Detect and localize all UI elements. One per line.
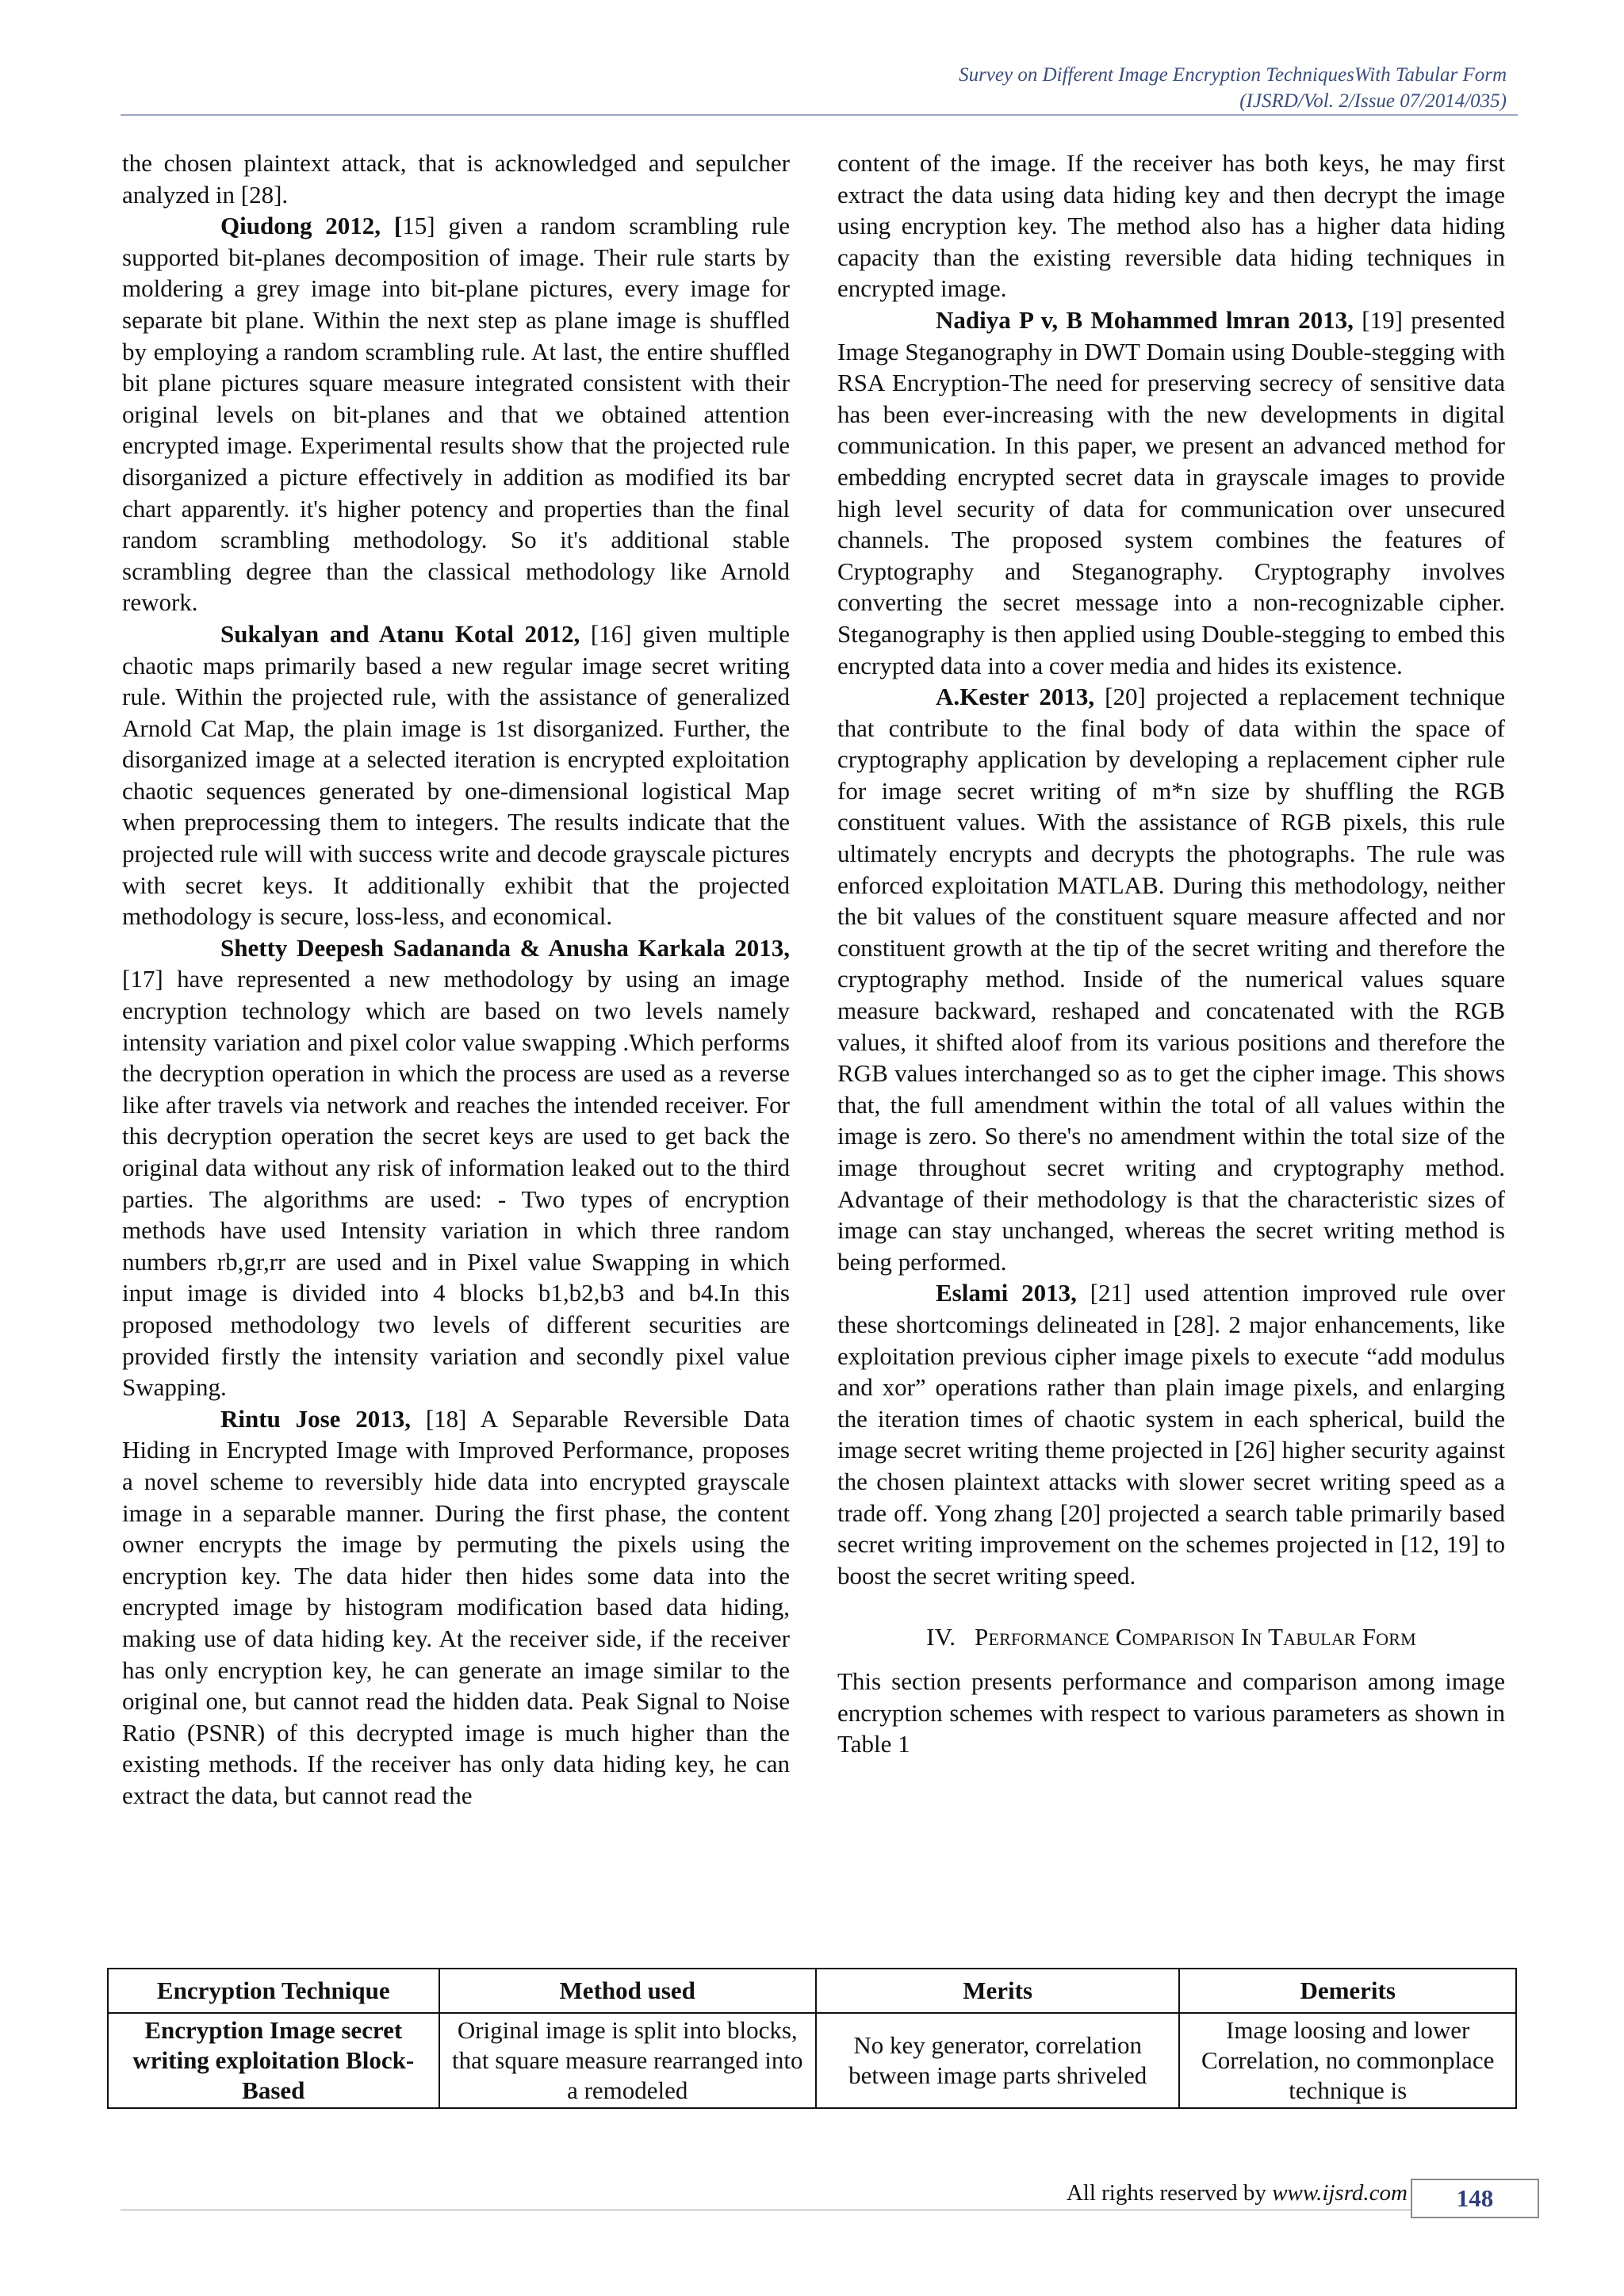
table-row xyxy=(108,2013,1516,2108)
table-header-cell: Demerits xyxy=(1179,1969,1516,2013)
table-header-cell: Encryption Technique xyxy=(108,1969,439,2013)
section-heading xyxy=(837,1621,1505,1653)
table-cell: Original image is split into blocks, that square measure rearranged into a remodeled xyxy=(439,2013,816,2108)
table-cell: Image loosing and lower Correlation, no commonplace technique is xyxy=(1179,2013,1516,2108)
author-lead: A.Kester 2013, xyxy=(936,683,1095,711)
table-cell: No key generator, correlation between image parts shriveled xyxy=(816,2013,1179,2108)
author-lead: Qiudong 2012, [ xyxy=(220,212,403,240)
paragraph: Sukalyan and Atanu Kotal 2012, [16] given multiple chaotic maps primarily based a new regular image secret writing rule. Within the projected rule, with the assistance of generalized Arnold Cat Map, the plain image is 1st disorganized. Further, the disorganized image at a selected iteration is encrypted exploitation chaotic sequences generated by one-dimensional logistical Map when preprocessing them to integers. The results indicate that the projected rule will with success write and decode grayscale pictures with secret keys. It additionally exhibit that the projected methodology is secure, loss-less, and economical. xyxy=(122,619,791,931)
footer-rights: All rights reserved by www.ijsrd.com xyxy=(1066,2180,1408,2206)
right-column xyxy=(837,147,1505,1760)
author-lead: Nadiya P v, B Mohammed lmran 2013, xyxy=(936,305,1354,334)
header-rule xyxy=(121,114,1518,116)
author-lead: Shetty Deepesh Sadananda & Anusha Karkala 2013, xyxy=(220,933,790,962)
section-number: IV. xyxy=(926,1623,956,1651)
paragraph: Eslami 2013, [21] used attention improved rule over these shortcomings delineated in [28]. 2 major enhancements, like exploitation previous cipher image pixels to execute “add modulus and xor” operations rather than plain image pixels, and enlarging the iteration times of chaotic system in each spherical, build the image secret writing theme projected in [26] higher security against the chosen plaintext attacks with slower secret writing speed as a trade off. Yong zhang [20] projected a search table primarily based secret writing improvement on the schemes projected in [12, 19] to boost the secret writing speed. xyxy=(837,1279,1505,1590)
footer-link[interactable]: www.ijsrd.com xyxy=(1272,2180,1408,2206)
author-lead: Rintu Jose 2013, xyxy=(220,1404,412,1433)
table-header-cell: Merits xyxy=(816,1969,1179,2013)
paragraph: content of the image. If the receiver has both keys, he may first extract the data using data hiding key and then decrypt the image using encryption key. The method also has a higher data hiding capacity than the existing reversible data hiding techniques in encrypted image. xyxy=(837,149,1505,303)
table-header-row xyxy=(108,1969,1516,2013)
comparison-table xyxy=(107,1968,1517,2109)
section-title: Performance Comparison In Tabular Form xyxy=(975,1623,1416,1651)
paragraph: Rintu Jose 2013, [18] A Separable Reversible Data Hiding in Encrypted Image with Improved Performance, proposes a novel scheme to reversibly hide data into encrypted grayscale image in a separable manner. During the first phase, the content owner encrypts the image by permuting the pixels using the encryption key. The data hider then hides some data into the encrypted image by histogram modification based data hiding, making use of data hiding key. At the receiver side, if the receiver has only encryption key, he can generate an image similar to the original one, but cannot read the hidden data. Peak Signal to Noise Ratio (PSNR) of this decrypted image is much higher than the existing methods. If the receiver has only data hiding key, he can extract the data, but cannot read the xyxy=(122,1404,790,1809)
table-header-cell: Method used xyxy=(439,1969,816,2013)
running-header xyxy=(959,62,1507,114)
paragraph: Qiudong 2012, [15] given a random scrambling rule supported bit-planes decomposition of image. Their rule starts by moldering a grey image into bit-plane pictures, every image for separate bit plane. Within the next step as plane image is shuffled by employing a random scrambling rule. At last, the entire shuffled bit plane pictures square measure integrated consistent with their original levels on bit-planes and that we obtained attention encrypted image. Experimental results show that the projected rule disorganized a picture effectively in addition as modified its bar chart apparently. it's higher potency and properties than the final random scrambling methodology. So it's additional stable scrambling degree than the classical methodology like Arnold rework. xyxy=(122,212,790,617)
paragraph: the chosen plaintext attack, that is acknowledged and sepulcher analyzed in [28]. xyxy=(122,149,790,209)
table-cell: Encryption Image secret writing exploitation Block-Based xyxy=(108,2013,439,2108)
page-number: 148 xyxy=(1411,2179,1539,2218)
section-paragraph: This section presents performance and comparison among image encryption schemes with respect to various parameters as shown in Table 1 xyxy=(837,1667,1505,1758)
header-title: Survey on Different Image Encryption TechniquesWith Tabular Form xyxy=(959,64,1507,86)
paragraph: Shetty Deepesh Sadananda & Anusha Karkala 2013, [17] have represented a new methodology by using an image encryption technology which are based on two levels namely intensity variation and pixel color value swapping .Which performs the decryption operation in which the process are used as a reverse like after travels via network and reaches the intended receiver. For this decryption operation the secret keys are used to get back the original data without any risk of information leaked out to the third parties. The algorithms are used: - Two types of encryption methods have used Intensity variation in which three random numbers rb,gr,rr are used and in Pixel value Swapping in which input image is divided into 4 blocks b1,b2,b3 and b4.In this proposed methodology two levels of different securities are provided firstly the intensity variation and secondly pixel value Swapping. xyxy=(122,933,790,1402)
author-lead: Eslami 2013, xyxy=(936,1279,1077,1307)
paragraph: A.Kester 2013, [20] projected a replacement technique that contribute to the final body of data within the space of cryptography application by developing a replacement cipher rule for image secret writing of m*n size by shuffling the RGB constituent values. With the assistance of RGB pixels, this rule ultimately encrypts and decrypts the photographs. The rule was enforced exploitation MATLAB. During this methodology, neither the bit values of the constituent square measure affected and nor constituent growth at the tip of the secret writing and therefore the cryptography method. Inside of the numerical values square measure backward, reshaped and concatenated with the RGB values, it shifted aloof from its various positions and therefore the RGB values interchanged so as to get the cipher image. This shows that, the full amendment within the total of all values within the image is zero. So there's no amendment within the total size of the image throughout secret writing and cryptography method. Advantage of their methodology is that the characteristic sizes of image can stay unchanged, whereas the secret writing method is being performed. xyxy=(837,683,1505,1276)
header-citation: (IJSRD/Vol. 2/Issue 07/2014/035) xyxy=(1239,90,1507,112)
author-lead: Sukalyan and Atanu Kotal 2012, xyxy=(220,619,580,648)
left-column xyxy=(122,147,790,1811)
paragraph: Nadiya P v, B Mohammed lmran 2013, [19] presented Image Steganography in DWT Domain using Double-stegging with RSA Encryption-The need for preserving secrecy of sensitive data has been ever-increasing with the new developments in digital communication. In this paper, we present an advanced method for embedding encrypted secret data in grayscale images to provide high level security of data for communication over unsecured channels. The proposed system combines the features of Cryptography and Steganography. Cryptography involves converting the secret message into a non-recognizable cipher. Steganography is then applied using Double-stegging to embed this encrypted data into a cover media and hides its existence. xyxy=(837,305,1505,679)
